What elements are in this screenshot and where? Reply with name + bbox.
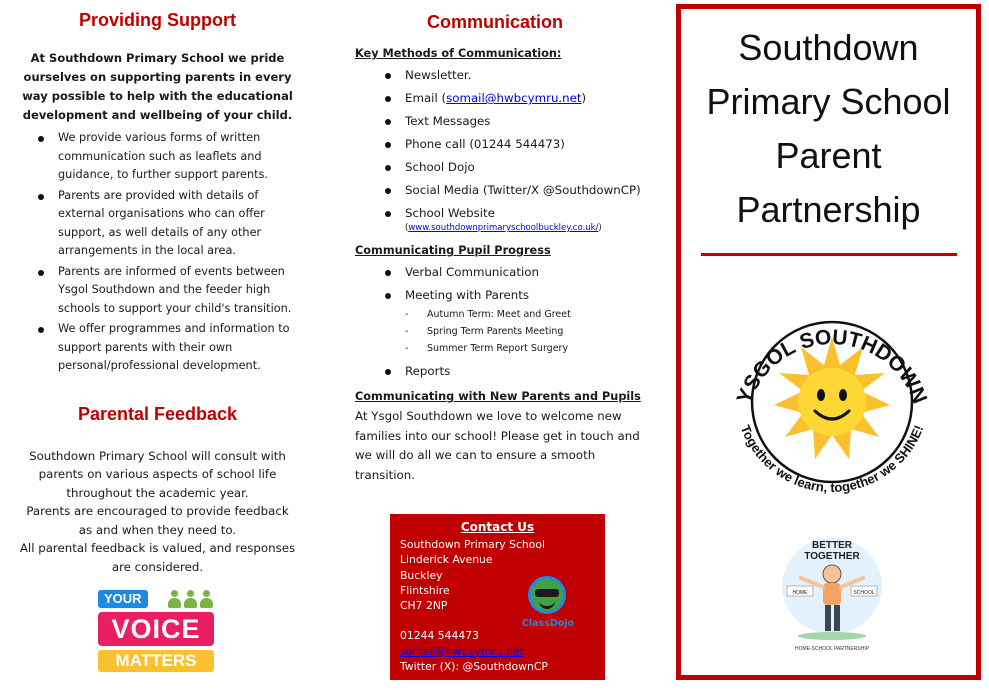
ysgol-southdown-logo xyxy=(725,295,939,509)
middle-panel xyxy=(355,0,655,485)
contact-title: Contact Us xyxy=(460,520,535,534)
list-item: Parents are informed of events between Ysgol Southdown and the feeder high schools to support your child's transition. xyxy=(18,263,297,319)
parental-feedback-text: Southdown Primary School will consult with parents on various aspects of school life throughout the academic year. Parents are encouraged to provide feedback as and when they need to. All parental feedback is valued, and responses are considered. xyxy=(19,448,296,574)
new-parents-text: At Ysgol Southdown we love to welcome new families into our school! Please get in touch and we will do all we can to ensure a smooth transition. xyxy=(355,409,640,482)
bullet-icon xyxy=(38,327,44,333)
bullet-icon xyxy=(385,369,391,375)
providing-support-intro: At Southdown Primary School we pride ourselves on supporting parents in every way possible to help with the educational development and wellbeing of your child. xyxy=(22,51,293,122)
progress-list xyxy=(355,263,655,380)
cartoon-home-label: HOME xyxy=(792,590,808,596)
classdojo-label: ClassDojo xyxy=(521,618,575,629)
people-icon xyxy=(168,590,214,608)
key-methods-title: Key Methods of Communication: xyxy=(355,47,562,60)
contact-twitter: Twitter (X): @SouthdownCP xyxy=(400,660,548,674)
bullet-icon xyxy=(385,211,391,217)
bullet-icon xyxy=(385,188,391,194)
cartoon-title-1: BETTER xyxy=(812,540,852,551)
bullet-icon xyxy=(385,293,391,299)
list-item: - Autumn Term: Meet and Greet xyxy=(405,309,571,320)
contact-details: Southdown Primary School Linderick Avenue Buckley Flintshire CH7 2NP 01244 544473 somail@hwbcymru.net Twitter (X): @SouthdownCP xyxy=(400,537,595,674)
classdojo-logo xyxy=(518,576,578,636)
term-list xyxy=(405,307,655,357)
bullet-icon xyxy=(38,270,44,276)
bullet-icon xyxy=(38,136,44,142)
classdojo-monster-icon xyxy=(528,576,566,614)
list-item: Verbal Communication xyxy=(355,263,655,281)
parental-feedback-heading: Parental Feedback xyxy=(77,403,238,424)
badge-voice: VOICE xyxy=(98,612,214,646)
pupil-progress-title: Communicating Pupil Progress xyxy=(355,244,551,257)
list-item: Text Messages xyxy=(355,112,655,130)
list-item: Parents are provided with details of external organisations who can offer support, as well details of any other arrangements in the local area. xyxy=(18,187,297,261)
list-item: We provide various forms of written communication such as leaflets and guidance, to further support parents. xyxy=(18,129,297,185)
badge-matters: MATTERS xyxy=(98,650,214,672)
communication-heading: Communication xyxy=(426,12,563,32)
cartoon-caption: HOME-SCHOOL PARTNERSHIP xyxy=(794,646,870,652)
list-item: We offer programmes and information to support parents with their own personal/professional development. xyxy=(18,320,297,376)
bullet-icon xyxy=(385,96,391,102)
badge-your: YOUR xyxy=(98,590,148,608)
better-together-cartoon xyxy=(779,524,885,656)
bullet-icon xyxy=(385,73,391,79)
support-bullet-list xyxy=(18,129,297,376)
list-item: - Summer Term Report Surgery xyxy=(405,343,569,354)
cartoon-title-2: TOGETHER xyxy=(804,551,860,562)
bullet-icon xyxy=(385,270,391,276)
list-item: Meeting with Parents - Autumn Term: Meet and Greet - Spring Term Parents Meeting - Summer Term Report Surgery xyxy=(355,286,655,357)
methods-list xyxy=(355,66,655,234)
bullet-icon xyxy=(38,194,44,200)
providing-support-heading: Providing Support xyxy=(79,10,236,30)
bullet-icon xyxy=(385,142,391,148)
list-item: Newsletter. xyxy=(355,66,655,84)
list-item: - Spring Term Parents Meeting xyxy=(405,326,564,337)
new-parents-title: Communicating with New Parents and Pupils xyxy=(355,390,641,403)
list-item: Social Media (Twitter/X @SouthdownCP) xyxy=(355,181,655,199)
your-voice-matters-badge xyxy=(96,588,216,680)
list-item: School Dojo xyxy=(355,158,655,176)
left-panel xyxy=(0,0,315,576)
email-link[interactable]: somail@hwbcymru.net xyxy=(446,91,582,105)
list-item: School Website (www.southdownprimaryschoolbuckley.co.uk/) xyxy=(355,204,655,234)
cover-title: Southdown Primary School Parent Partnership xyxy=(706,27,951,230)
list-item: Email (somail@hwbcymru.net) xyxy=(355,89,655,107)
logo-top-text: YSGOL SOUTHDOWN xyxy=(732,325,932,407)
logo-bottom-text: Together we learn, together we SHINE! xyxy=(737,422,927,496)
website-line: (www.southdownprimaryschoolbuckley.co.uk/) xyxy=(405,223,602,233)
list-item: Reports xyxy=(355,362,655,380)
contact-phone: 01244 544473 xyxy=(400,629,479,643)
cartoon-school-label: SCHOOL xyxy=(853,590,875,596)
contact-email-link[interactable]: somail@hwbcymru.net xyxy=(400,644,524,658)
cover-panel xyxy=(676,4,981,680)
title-divider xyxy=(701,253,957,256)
contact-box xyxy=(390,514,605,680)
list-item: Phone call (01244 544473) xyxy=(355,135,655,153)
website-link[interactable]: www.southdownprimaryschoolbuckley.co.uk/ xyxy=(408,223,599,233)
bullet-icon xyxy=(385,119,391,125)
bullet-icon xyxy=(385,165,391,171)
